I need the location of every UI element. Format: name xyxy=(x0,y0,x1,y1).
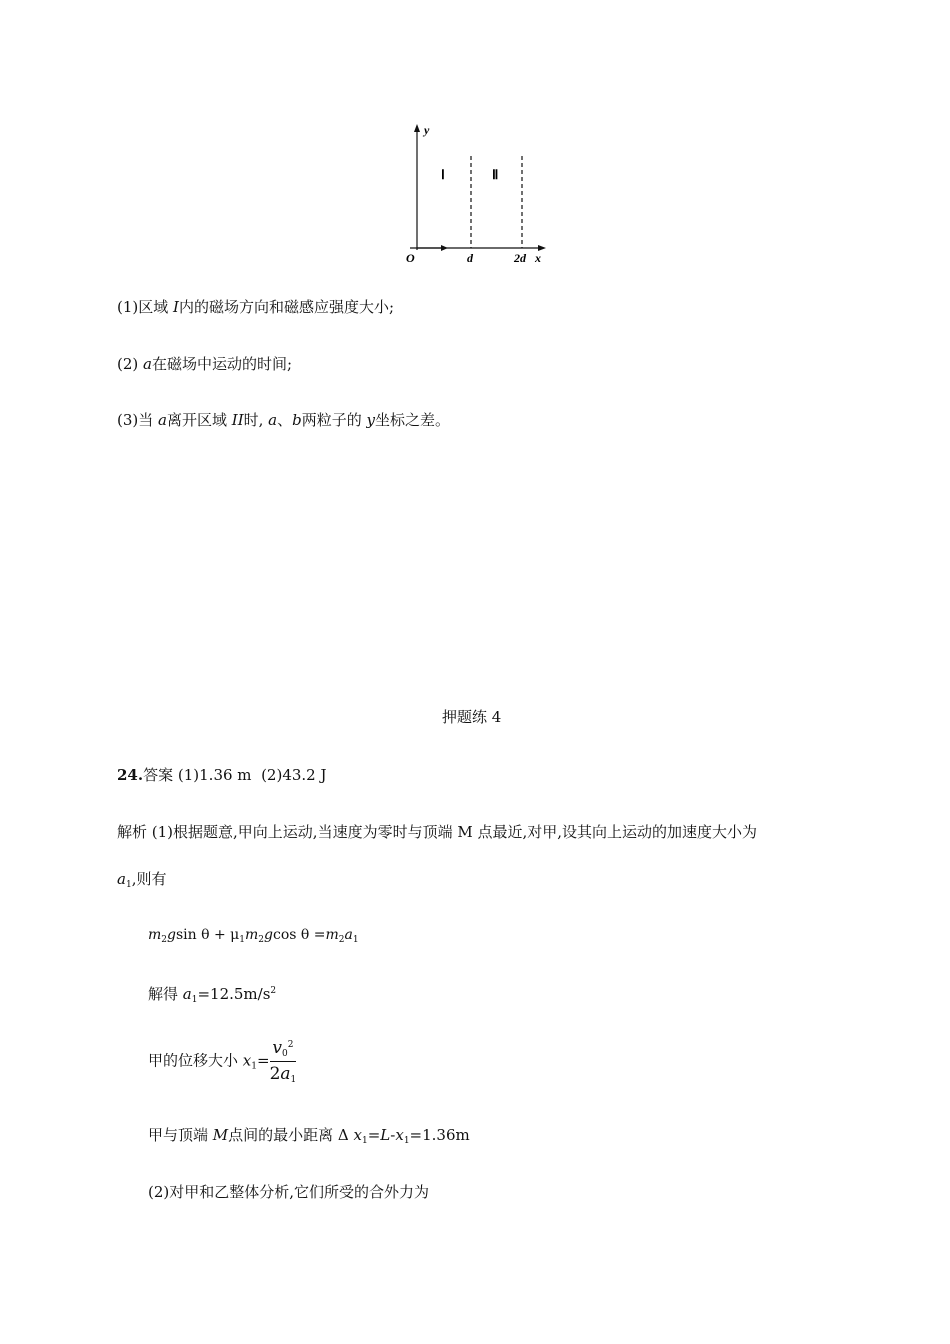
equation-3: 甲的位移大小 $x_1=$ $\frac{v_0^2}{2a_1}$ xyxy=(148,1038,297,1085)
region-1-label: Ⅰ xyxy=(441,167,445,182)
answer-line: 24.答案 (1)1.36 m (2)43.2 J xyxy=(117,766,327,784)
y-axis-arrow xyxy=(414,124,420,132)
solution-part-2: (2)对甲和乙整体分析,它们所受的合外力为 xyxy=(148,1183,430,1201)
section-title: 押题练 4 xyxy=(442,708,502,726)
question-2: (2) a在磁场中运动的时间; xyxy=(117,355,293,373)
y-axis-label: y xyxy=(424,123,430,137)
question-1: (1)区域 I内的磁场方向和磁感应强度大小; xyxy=(117,298,395,316)
equation-4: 甲与顶端 M点间的最小距离 Δ $x_1=L-x_1=1.36m$ xyxy=(148,1126,470,1146)
equation-1: $m_2gsin$ $\theta + \mu_1m_2gcos$ $\theta =m_2a_1$ xyxy=(148,927,359,945)
question-3: (3)当 a离开区域 II时, a、b两粒子的 y坐标之差。 xyxy=(117,411,451,429)
velocity-arrow-head xyxy=(441,245,448,251)
displacement-fraction: $\frac{v_0^2}{2a_1}$ xyxy=(269,1038,297,1085)
two-d-label: 2d xyxy=(514,251,526,265)
solution-line-1: 解析 (1)根据题意,甲向上运动,当速度为零时与顶端 M 点最近,对甲,设其向上运动的加速度大小为 xyxy=(117,823,758,841)
equation-2: 解得 $a_1=12.5m/s^2$ xyxy=(148,985,277,1005)
solution-line-2: $a_1$,则有 xyxy=(117,870,167,890)
x-axis-label: x xyxy=(535,251,541,265)
d-label: d xyxy=(467,251,473,265)
origin-label: O xyxy=(406,251,415,265)
region-2-label: Ⅱ xyxy=(492,167,499,182)
magnetic-field-diagram xyxy=(400,120,560,270)
